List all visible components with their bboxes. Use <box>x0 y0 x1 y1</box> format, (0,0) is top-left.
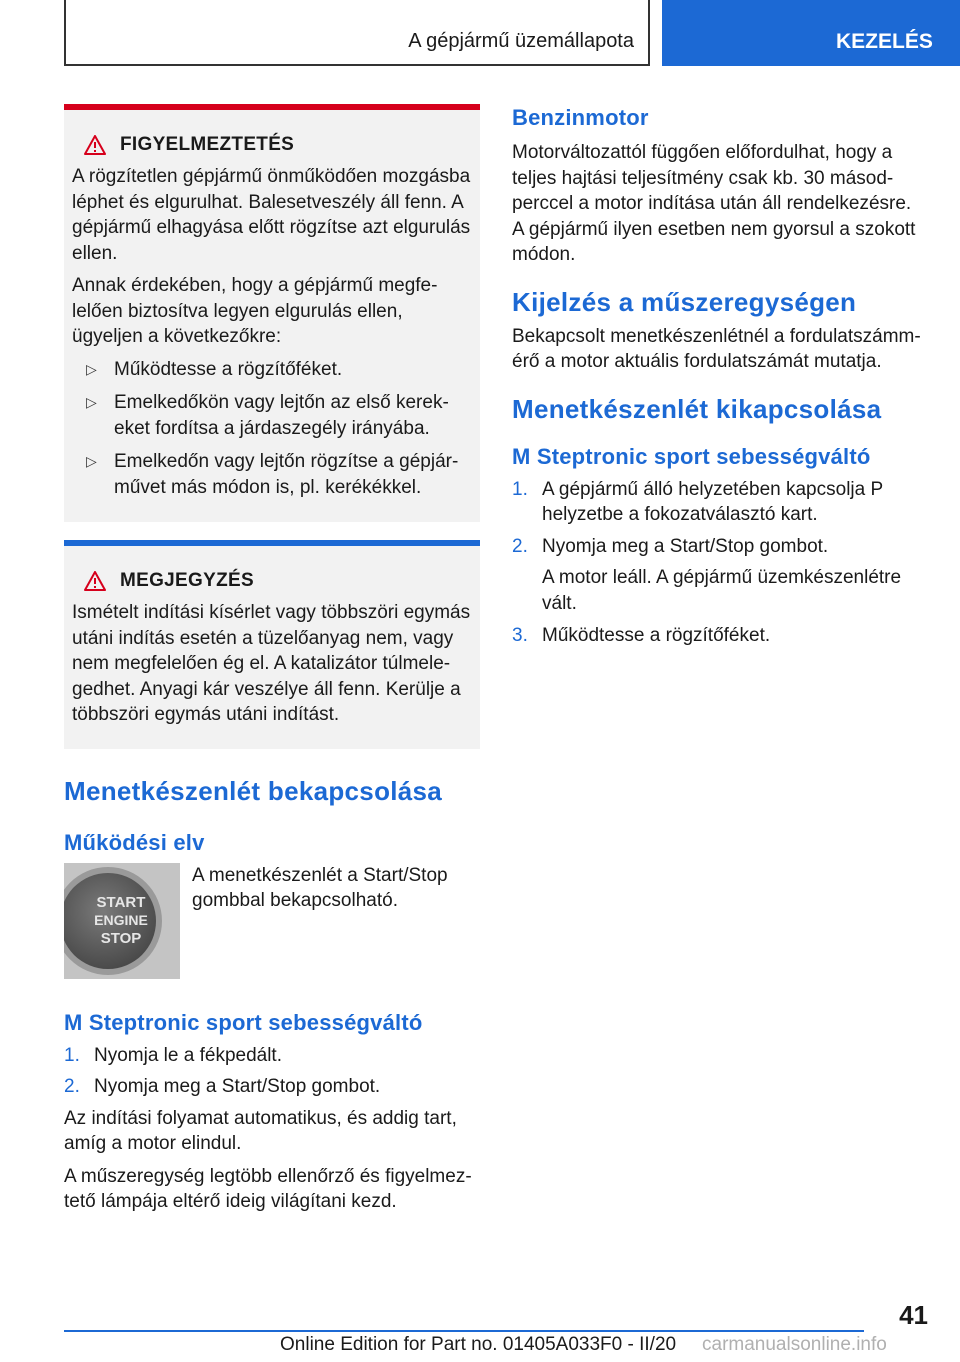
page-header <box>0 0 960 66</box>
list-item <box>64 1043 480 1069</box>
chapter-tab: KEZELÉS <box>662 0 960 66</box>
note-title: MEGJEGYZÉS <box>120 570 254 591</box>
button-label-start: START <box>96 893 146 911</box>
left-column <box>64 104 480 1222</box>
watermark-text: carmanualsonline.info <box>702 1334 887 1355</box>
footer-divider <box>64 1330 864 1332</box>
list-item <box>64 1074 480 1100</box>
step-number: 2. <box>64 1076 80 1097</box>
warning-triangle-icon <box>84 571 106 591</box>
start-button-figure <box>64 863 480 979</box>
list-item <box>512 623 926 649</box>
heading-steptronic: M Steptronic sport sebességváltó <box>64 1009 423 1035</box>
step-number: 1. <box>512 478 528 500</box>
section-title: A gépjármű üzemállapota <box>408 30 634 52</box>
list-item <box>84 390 472 441</box>
heading-steptronic: M Steptronic sport sebességváltó <box>512 443 871 469</box>
warning-header <box>84 134 472 156</box>
list-item <box>512 477 926 528</box>
step-number: 3. <box>512 625 528 646</box>
step-text: Nyomja meg a Start/Stop gombot. <box>542 535 829 557</box>
bullet-triangle-icon: ▷ <box>86 394 97 410</box>
step-text: A gépjármű álló helyzetében kapcsolja P helyzetbe a fokozatválasztó kart. <box>542 478 883 525</box>
petrol-text: Motorváltozattól függően előfordulhat, hogy a teljes hajtási teljesítmény csak kb. 30 másod-perccel a motor indítása után áll rendelkezésre. A gépjármű ilyen esetben nem gyorsul a szokott módon. <box>512 142 916 265</box>
edition-text: Online Edition for Part no. 01405A033F0 - II/20 <box>280 1334 677 1355</box>
start-stop-button-image <box>64 863 180 979</box>
right-column <box>512 104 926 655</box>
step-text: Nyomja meg a Start/Stop gombot. <box>94 1076 381 1097</box>
warning-paragraph-2: Annak érdekében, hogy a gépjármű megfe-lelően biztosítva legyen elgurulás ellen, ügyeljen a következőkre: <box>72 275 438 347</box>
start-paragraph-2: A műszeregység legtöbb ellenőrző és figyelmez-tető lámpája eltérő ideig világítani kezd. <box>64 1165 472 1212</box>
display-text: Bekapcsolt menetkészenlétnél a fordulatszámm-érő a motor aktuális fordulatszámát mutatja. <box>512 325 921 372</box>
list-item-text: Működtesse a rögzítőféket. <box>114 358 343 380</box>
heading-principle: Működési elv <box>64 829 205 855</box>
warning-list <box>84 357 472 501</box>
start-paragraph-1: Az indítási folyamat automatikus, és addig tart, amíg a motor elindul. <box>64 1107 457 1154</box>
list-item <box>512 534 926 560</box>
list-item-text: Emelkedőkön vagy lejtőn az első kerek-eket fordítsa a járdaszegély irányába. <box>114 392 449 439</box>
step-number: 2. <box>512 535 528 557</box>
button-label-stop: STOP <box>100 929 142 947</box>
step-text: Működtesse a rögzítőféket. <box>542 625 771 646</box>
note-header <box>84 570 472 592</box>
warning-box <box>64 104 480 522</box>
heading-petrol-engine: Benzinmotor <box>512 105 649 130</box>
page-number: 41 <box>899 1300 928 1330</box>
note-paragraph: Ismételt indítási kísérlet vagy többszöri egymás utáni indítás esetén a tüzelőanyag nem, vagy nem megfelelően ég el. A katalizátor túlmele-gedhet. Anyagi kár veszélye áll fenn. Kerülje a többszöri egymás utáni indítást. <box>72 602 471 725</box>
heading-drive-ready-on: Menetkészenlét bekapcsolása <box>64 775 443 806</box>
start-steps-list <box>64 1043 480 1100</box>
bullet-triangle-icon: ▷ <box>86 453 97 469</box>
principle-text: A menetkészenlét a Start/Stop gombbal bekapcsolható. <box>192 864 448 911</box>
step-text: Nyomja le a fékpedált. <box>94 1044 282 1066</box>
stop-steps-list-continued <box>512 623 926 649</box>
warning-paragraph-1: A rögzítetlen gépjármű önműködően mozgásba léphet és elgurulhat. Balesetveszély áll fenn. A gépjármű elhagyása előtt rögzítse azt elgurulás ellen. <box>72 166 471 264</box>
step-number: 1. <box>64 1044 80 1066</box>
step-result-text: A motor leáll. A gépjármű üzemkészenlétre vált. <box>542 567 902 614</box>
heading-instrument-display: Kijelzés a műszeregységen <box>512 286 857 317</box>
list-item <box>84 357 472 383</box>
stop-steps-list <box>512 477 926 560</box>
note-box <box>64 540 480 749</box>
list-item <box>84 449 472 500</box>
bullet-triangle-icon: ▷ <box>86 360 97 377</box>
button-label-engine: ENGINE <box>94 911 148 928</box>
warning-triangle-icon <box>84 135 106 155</box>
warning-title: FIGYELMEZTETÉS <box>120 134 295 155</box>
heading-drive-ready-off: Menetkészenlét kikapcsolása <box>512 393 882 424</box>
list-item-text: Emelkedőn vagy lejtőn rögzítse a gépjár-művet más módon is, pl. kerékékkel. <box>114 451 459 498</box>
